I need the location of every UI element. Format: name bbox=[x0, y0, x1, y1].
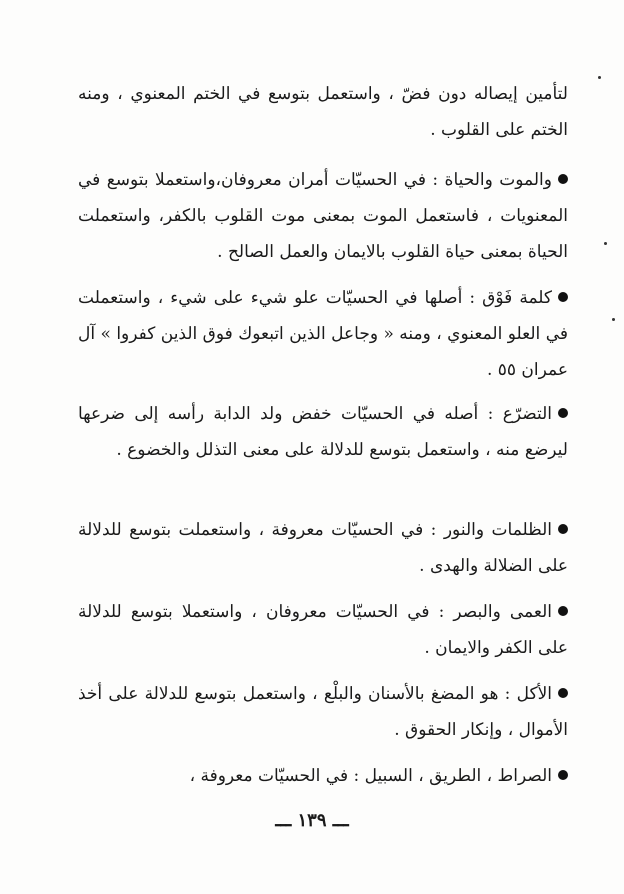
paragraph-text: الظلمات والنور : في الحسيّات معروفة ، واستعملت بتوسع للدلالة على الضلالة والهدى . bbox=[78, 520, 568, 576]
margin-mark bbox=[612, 318, 615, 321]
page-number: ـــ ١٣٩ ـــ bbox=[275, 810, 349, 831]
paragraph-sirat bbox=[78, 758, 568, 794]
paragraph-text: والموت والحياة : في الحسيّات أمران معروفان،واستعملا بتوسع في المعنويات ، فاستعمل الموت بمعنى موت القلوب بالكفر، واستعملت الحياة بمعنى حياة القلوب بالايمان والعمل الصالح . bbox=[78, 170, 568, 262]
paragraph-text: الأكل : هو المضغ بالأسنان والبلْع ، واستعمل بتوسع للدلالة على أخذ الأموال ، وإنكار الحقوق . bbox=[78, 684, 568, 740]
paragraph-fawq bbox=[78, 280, 568, 388]
bullet-icon bbox=[558, 292, 568, 302]
margin-mark bbox=[598, 76, 601, 79]
bullet-icon bbox=[558, 408, 568, 418]
paragraph-text: كلمة فَوْق : أصلها في الحسيّات علو شيء على شيء ، واستعملت في العلو المعنوي ، ومنه « وجاعل الذين اتبعوك فوق الذين كفروا » آل عمران ٥٥ . bbox=[78, 288, 568, 380]
paragraph-mawt-hayat bbox=[78, 162, 568, 270]
paragraph-tadarru bbox=[78, 396, 568, 468]
bullet-icon bbox=[558, 688, 568, 698]
paragraph-akl bbox=[78, 676, 568, 748]
bullet-icon bbox=[558, 606, 568, 616]
bullet-icon bbox=[558, 524, 568, 534]
paragraph-text: الصراط ، الطريق ، السبيل : في الحسيّات معروفة ، bbox=[189, 766, 552, 786]
bullet-icon bbox=[558, 174, 568, 184]
paragraph-khatm bbox=[78, 76, 568, 148]
paragraph-text: لتأمين إيصاله دون فضّ ، واستعمل بتوسع في الختم المعنوي ، ومنه الختم على القلوب . bbox=[78, 84, 568, 140]
paragraph-text: التضرّع : أصله في الحسيّات خفض ولد الدابة رأسه إلى ضرعها ليرضع منه ، واستعمل بتوسع للدلالة على معنى التذلل والخضوع . bbox=[78, 404, 568, 460]
paragraph-zulumat-nur bbox=[78, 512, 568, 584]
paragraph-text: العمى والبصر : في الحسيّات معروفان ، واستعملا بتوسع للدلالة على الكفر والايمان . bbox=[78, 602, 568, 658]
paragraph-ama-basar bbox=[78, 594, 568, 666]
bullet-icon bbox=[558, 770, 568, 780]
margin-mark bbox=[604, 242, 607, 245]
